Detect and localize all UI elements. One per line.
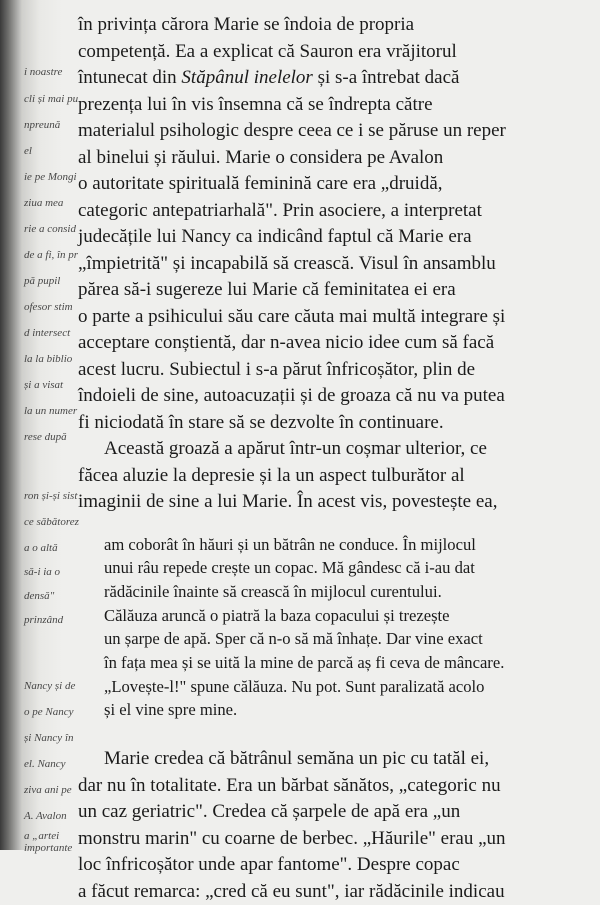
- text-line: monstru marin" cu coarne de berbec. „Hăurile" erau „un: [78, 827, 506, 849]
- gutter-fragment: i noastre: [24, 66, 63, 78]
- text-line: Această groază a apărut într-un coșmar ulterior, ce: [104, 438, 487, 459]
- quote-line: „Lovește-l!" spune călăuza. Nu pot. Sunt paralizată acolo: [104, 676, 485, 696]
- text-line: judecățile lui Nancy ca indicând faptul că Marie era: [78, 226, 472, 247]
- gutter-fragment: a o altă: [24, 542, 58, 554]
- quote-line: unui râu repede crește un copac. Mă gândesc că i-au dat: [104, 558, 475, 578]
- gutter-fragment: cli și mai pu: [24, 93, 79, 105]
- gutter-fragment: importante: [24, 842, 73, 854]
- text-line: materialul psihologic despre ceea ce i se păruse un reper: [78, 120, 506, 141]
- text-line: imaginii de sine a lui Marie. În acest vis, povestește ea,: [78, 491, 498, 512]
- gutter-fragment: o pe Nancy: [24, 706, 74, 718]
- text-line: o autoritate spirituală feminină care era „druidă,: [78, 173, 443, 194]
- quote-line: și el vine spre mine.: [104, 700, 238, 720]
- text-line: acest lucru. Subiectul i s-a părut înfricoșător, plin de: [78, 358, 476, 380]
- gutter-fragment: el. Nancy: [24, 758, 66, 770]
- paragraph-2: [78, 436, 578, 516]
- page-gutter: [0, 0, 79, 854]
- text-line: Marie credea că bătrânul semăna un pic cu tatăl ei,: [104, 748, 490, 770]
- text-line: în privința cărora Marie se îndoia de propria: [78, 14, 415, 35]
- paragraph-3: [78, 746, 578, 905]
- text-line: prezența lui în vis însemna că se îndrepta către: [78, 93, 433, 115]
- gutter-fragment: la un numer: [24, 405, 78, 417]
- gutter-fragment: pă pupil: [24, 275, 61, 287]
- gutter-fragment: rese după: [24, 431, 67, 443]
- text-line: loc înfricoșător unde apar fantome". Despre copac: [78, 854, 460, 876]
- gutter-fragment: ziua mea: [24, 197, 64, 209]
- text-line: a făcut remarca: „cred că eu sunt", iar rădăcinile indicau: [78, 880, 505, 902]
- quote-line: am coborât în hăuri și un bătrân ne conduce. În mijlocul: [104, 534, 476, 554]
- gutter-fragment: el: [24, 145, 32, 157]
- text-line: îndoieli de sine, autoacuzații și de groaza că nu va putea: [78, 385, 505, 406]
- gutter-fragment: la la biblio: [24, 353, 73, 365]
- paragraph-1: [78, 12, 578, 436]
- text-line: o parte a psihicului său care căuta mai multă integrare și: [78, 305, 506, 327]
- quote-line: Călăuza aruncă o piatră la baza copacului și trezește: [104, 605, 450, 625]
- gutter-fragment: d intersect: [24, 327, 71, 339]
- book-title: Stăpânul inelelor: [181, 67, 313, 88]
- gutter-fragment: ziva ani pe: [24, 784, 72, 796]
- text-line: un caz geriatric". Credea că șarpele de apă era „un: [78, 801, 461, 823]
- text-span: întunecat din: [78, 67, 182, 88]
- gutter-fragment: Nancy și de: [24, 680, 76, 692]
- gutter-fragment: ce săbătorez: [24, 516, 79, 528]
- gutter-fragment: de a fi, în pr: [24, 249, 79, 261]
- gutter-fragment: prinzând: [24, 614, 64, 626]
- book-page: [78, 12, 578, 905]
- text-line: dar nu în totalitate. Era un bărbat sănătos, „categoric nu: [78, 774, 501, 796]
- gutter-fragment: și a visat: [24, 379, 64, 391]
- dream-quote: [78, 533, 578, 723]
- text-line: „împietrită" și incapabilă să crească. Visul în ansamblu: [78, 252, 496, 274]
- text-line: făcea aluzie la depresie și la un aspect tulburător al: [78, 464, 465, 486]
- text-line: al binelui și răului. Marie o considera pe Avalon: [78, 146, 444, 168]
- quote-line: rădăcinile înainte să crească în mijlocul curentului.: [104, 581, 442, 601]
- gutter-fragment: să-i ia o: [24, 566, 61, 578]
- gutter-fragment: a „artei: [24, 830, 60, 842]
- text-span: și s-a întrebat dacă: [312, 67, 460, 88]
- text-line: fi niciodată în stare să se dezvolte în continuare.: [78, 411, 444, 433]
- quote-line: în fața mea și se uită la mine de parcă aș fi ceva de mâncare.: [104, 653, 505, 673]
- text-line: [78, 65, 578, 92]
- gutter-fragment: și Nancy în: [24, 732, 74, 744]
- gutter-fragment: densă": [24, 590, 55, 602]
- gutter-fragment: ie pe Mongi: [24, 171, 77, 183]
- gutter-fragment: ofesor stim: [24, 301, 73, 313]
- gutter-fragment: ron și-și sist: [24, 490, 78, 502]
- gutter-fragment: A. Avalon: [24, 810, 67, 822]
- gutter-fragment: rie a consid: [24, 223, 76, 235]
- gutter-fragment: npreună: [24, 119, 61, 131]
- text-line: părea să-i sugereze lui Marie că feminitatea ei era: [78, 279, 456, 300]
- text-line: competență. Ea a explicat că Sauron era vrăjitorul: [78, 40, 457, 62]
- text-line: acceptare conștientă, dar n-avea nicio idee cum să facă: [78, 332, 495, 353]
- text-line: categoric antepatriarhală". Prin asociere, a interpretat: [78, 199, 482, 221]
- quote-line: un șarpe de apă. Sper că n-o să mă înhațe. Dar vine exact: [104, 629, 483, 649]
